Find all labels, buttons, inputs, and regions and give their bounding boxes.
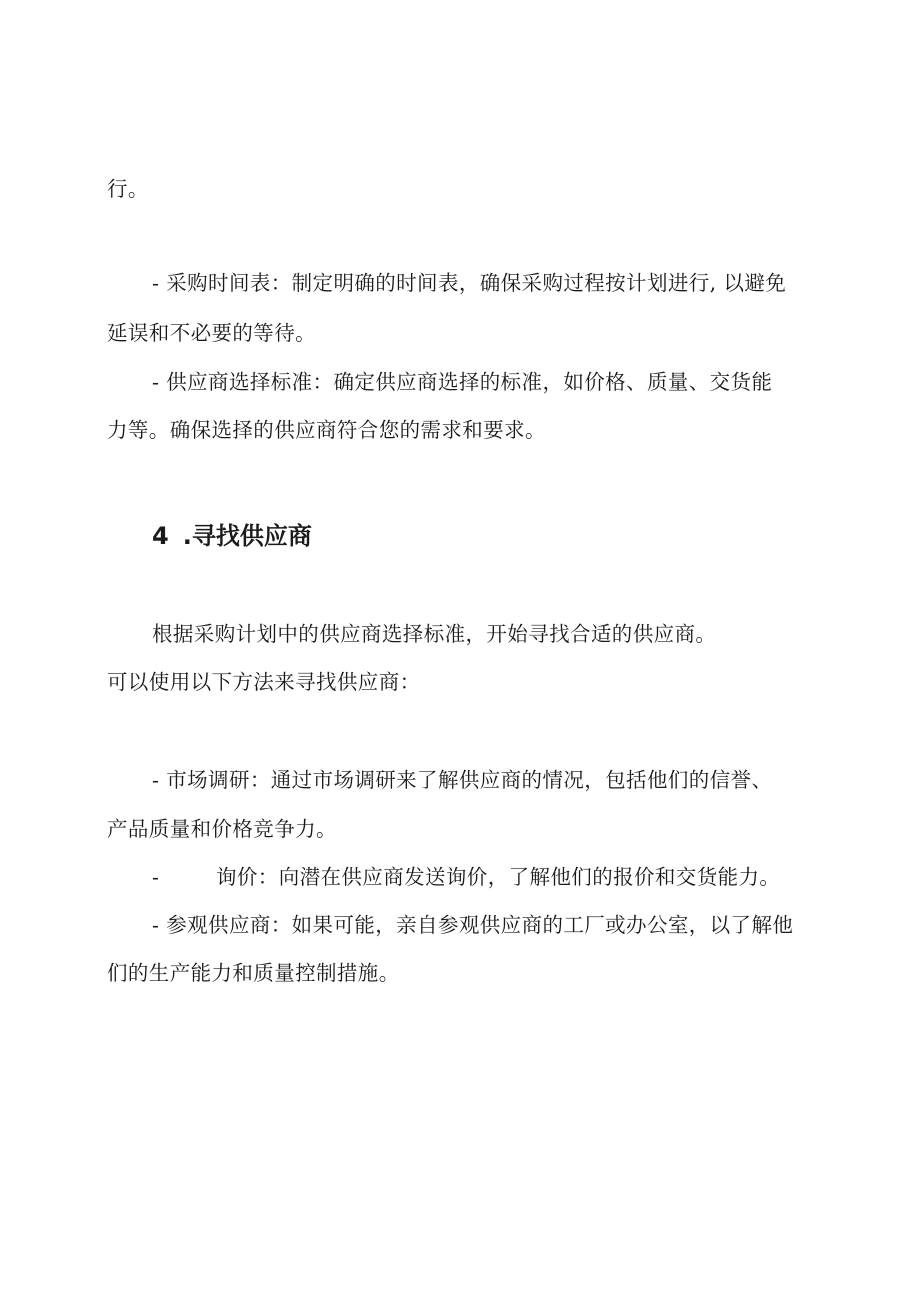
list-item-timeline-cont: 延误和不必要的等待。 — [107, 321, 316, 345]
list-item-inquiry: 询价：向潜在供应商发送询价，了解他们的报价和交货能力。 — [216, 865, 781, 889]
section-heading — [152, 521, 312, 551]
intro-paragraph: 根据采购计划中的供应商选择标准，开始寻找合适的供应商。 — [152, 622, 717, 646]
section-number: 4 — [152, 522, 169, 550]
list-item-criteria: - 供应商选择标准：确定供应商选择的标准，如价格、质量、交货能 — [152, 370, 773, 394]
list-item-criteria-cont: 力等。确保选择的供应商符合您的需求和要求。 — [107, 418, 546, 442]
paragraph-continuation: 行。 — [107, 177, 149, 201]
list-item-visit: - 参观供应商：如果可能，亲自参观供应商的工厂或办公室，以了解他 — [152, 913, 794, 937]
list-item-inquiry-dash: - — [152, 865, 160, 889]
list-item-visit-cont: 们的生产能力和质量控制措施。 — [107, 961, 400, 985]
list-item-market-research: - 市场调研：通过市场调研来了解供应商的情况，包括他们的信誉、 — [152, 768, 773, 792]
intro-paragraph-cont: 可以使用以下方法来寻找供应商： — [107, 670, 421, 694]
list-item-timeline: - 采购时间表：制定明确的时间表，确保采购过程按计划进行, 以避免 — [152, 271, 787, 295]
section-title: .寻找供应商 — [182, 522, 312, 550]
list-item-market-research-cont: 产品质量和价格竞争力。 — [107, 817, 337, 841]
